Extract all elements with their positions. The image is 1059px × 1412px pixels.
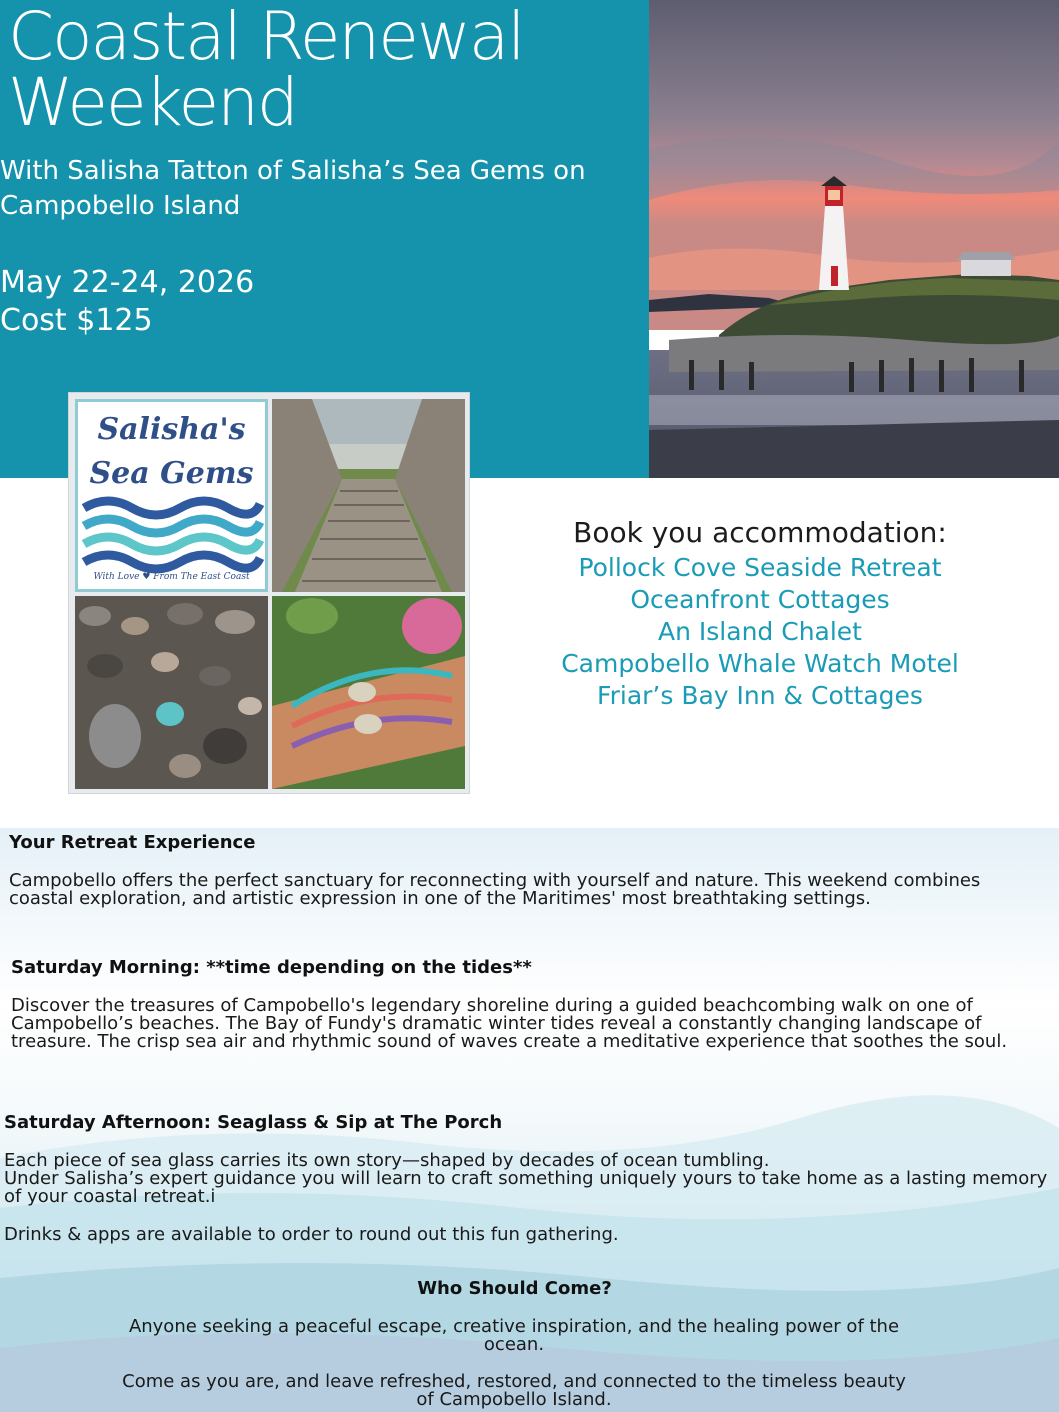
saturday-afternoon-text-2: Under Salisha’s expert guidance you will learn to craft something uniquely yours to take home as a lasting memory of your coastal retreat.i xyxy=(4,1168,1048,1207)
accommodation-heading: Book you accommodation: xyxy=(573,516,947,549)
accommodation-list xyxy=(520,552,1000,712)
photo-collage xyxy=(68,392,470,794)
wave-icon xyxy=(78,494,265,584)
title-line-2: Weekend xyxy=(8,64,297,141)
title-line-1: Coastal Renewal xyxy=(8,0,524,75)
logo-name-line-1: Salisha's xyxy=(97,412,246,447)
who-text-1: Anyone seeking a peaceful escape, creative inspiration, and the healing power of the ocean. xyxy=(128,1316,900,1355)
accommodation-link[interactable]: An Island Chalet xyxy=(658,617,862,646)
lighthouse-photo xyxy=(649,0,1059,478)
experience-text: Campobello offers the perfect sanctuary for reconnecting with yourself and nature. This weekend combines coastal exploration, and artistic expression in one of the Maritimes' most breathtaking settings. xyxy=(9,870,981,909)
saturday-morning-heading: Saturday Morning: **time depending on the tides** xyxy=(11,957,532,978)
saturday-afternoon-heading: Saturday Afternoon: Seaglass & Sip at The Porch xyxy=(4,1112,503,1133)
accommodation-link[interactable]: Friar’s Bay Inn & Cottages xyxy=(597,681,923,710)
retreat-details-section xyxy=(0,828,1059,1412)
accommodation-link[interactable]: Pollock Cove Seaside Retreat xyxy=(578,553,942,582)
accommodation-link[interactable]: Campobello Whale Watch Motel xyxy=(561,649,959,678)
page-title xyxy=(8,0,524,141)
bracelets-photo xyxy=(272,596,465,789)
saturday-afternoon-text-3: Drinks & apps are available to order to round out this fun gathering. xyxy=(4,1224,619,1245)
saturday-afternoon-text-1: Each piece of sea glass carries its own story—shaped by decades of ocean tumbling. xyxy=(4,1150,770,1171)
accommodation-section xyxy=(520,514,1000,712)
sea-gems-logo xyxy=(75,399,268,592)
event-dates: May 22-24, 2026 xyxy=(0,265,255,300)
subtitle: With Salisha Tatton of Salisha’s Sea Gems on Campobello Island xyxy=(0,156,586,221)
experience-heading: Your Retreat Experience xyxy=(9,832,256,853)
beach-stairs-photo xyxy=(272,399,465,592)
logo-tagline: With Love ♥ From The East Coast xyxy=(93,572,250,582)
saturday-morning-text: Discover the treasures of Campobello's legendary shoreline during a guided beachcombing walk on one of Campobello’s beaches. The Bay of Fundy's dramatic winter tides reveal a constantly changing landscape of treasure. The crisp sea air and rhythmic sound of waves create a meditative experience that soothes the soul. xyxy=(11,995,1008,1052)
pebbles-photo xyxy=(75,596,268,789)
event-details xyxy=(0,264,254,340)
accommodation-link[interactable]: Oceanfront Cottages xyxy=(630,585,890,614)
who-heading: Who Should Come? xyxy=(417,1278,612,1299)
event-cost: Cost $125 xyxy=(0,303,153,338)
who-text-2: Come as you are, and leave refreshed, restored, and connected to the timeless beauty of Campobello Island. xyxy=(122,1371,906,1410)
logo-name-line-2: Sea Gems xyxy=(89,456,254,491)
